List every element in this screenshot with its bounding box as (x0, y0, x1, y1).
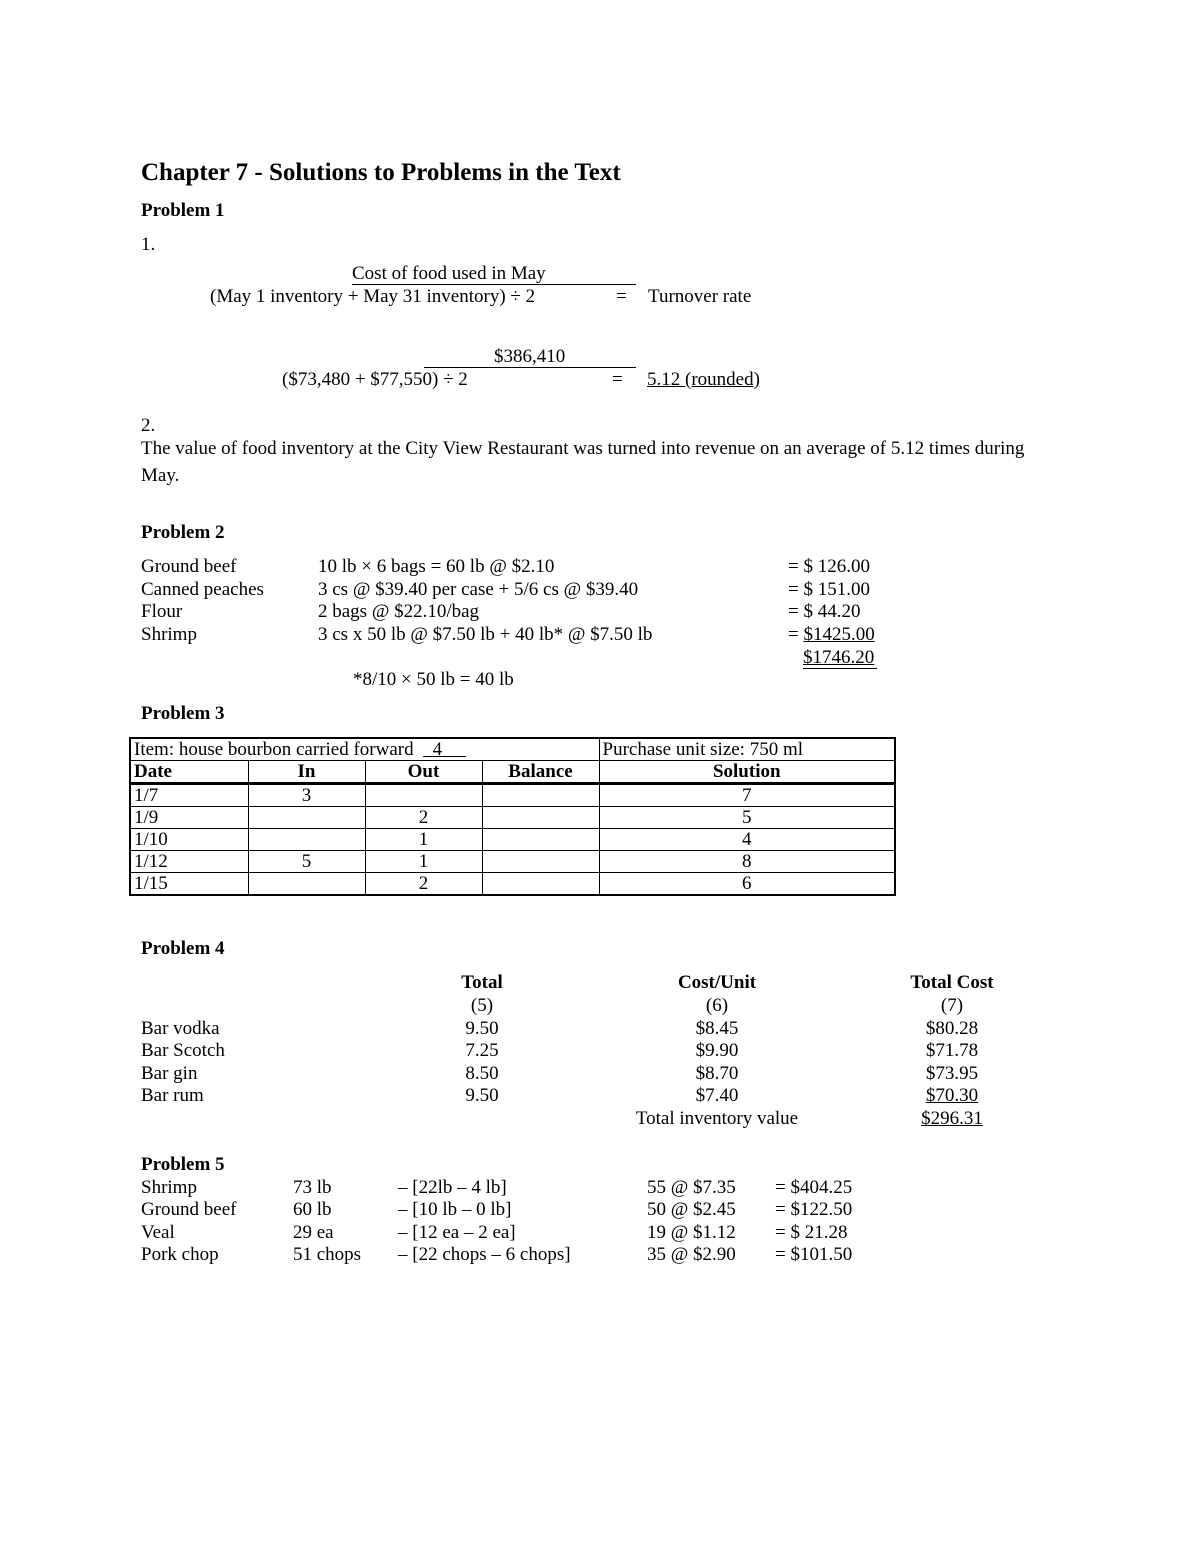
calc-denominator: ($73,480 + $77,550) ÷ 2 (282, 369, 468, 390)
cell-out: 1 (365, 851, 482, 873)
p4-item: Bar vodka (141, 1018, 220, 1039)
p2-calc: 3 cs x 50 lb @ $7.50 lb + 40 lb* @ $7.50 lb (318, 624, 653, 645)
p5-adjustment: – [12 ea – 2 ea] (398, 1222, 516, 1243)
cell-balance (482, 829, 599, 851)
cell-in: 3 (248, 784, 365, 807)
cell-out: 2 (365, 807, 482, 829)
p5-total: = $404.25 (775, 1177, 853, 1198)
p5-total: = $122.50 (775, 1199, 853, 1220)
p5-item: Ground beef (141, 1199, 237, 1220)
p4-total: 7.25 (465, 1040, 499, 1061)
problem-1-answer-text-cont: May. (141, 465, 180, 486)
cell-in (248, 829, 365, 851)
p5-total: = $ 21.28 (775, 1222, 848, 1243)
col-header-out: Out (365, 761, 482, 784)
formula-numerator: Cost of food used in May (352, 263, 546, 284)
cell-solution: 5 (599, 807, 895, 829)
p2-item: Shrimp (141, 624, 197, 645)
problem-3-heading: Problem 3 (141, 703, 225, 724)
p2-item: Canned peaches (141, 579, 264, 600)
p2-item: Ground beef (141, 556, 237, 577)
p2-double-underline (803, 668, 877, 669)
cell-date: 1/7 (130, 784, 248, 807)
col-total-header: Total (461, 972, 503, 993)
cell-out: 2 (365, 873, 482, 896)
p2-footnote: *8/10 × 50 lb = 40 lb (353, 669, 514, 690)
cell-date: 1/9 (130, 807, 248, 829)
table-row (130, 807, 895, 829)
problem-1-item-1-number: 1. (141, 234, 156, 255)
formula-result: Turnover rate (648, 286, 752, 307)
p4-item: Bar Scotch (141, 1040, 225, 1061)
calc-equals: = (612, 369, 623, 390)
p5-item: Pork chop (141, 1244, 219, 1265)
carried-forward-value: 4 (432, 739, 443, 760)
table-info-row (130, 738, 895, 761)
problem-1-heading: Problem 1 (141, 200, 225, 221)
col-total-cost-sub: (7) (940, 995, 964, 1016)
col-total-cost-header: Total Cost (910, 972, 994, 993)
p4-item: Bar gin (141, 1063, 198, 1084)
cell-in: 5 (248, 851, 365, 873)
p2-calc: 10 lb × 6 bags = 60 lb @ $2.10 (318, 556, 555, 577)
col-cost-header: Cost/Unit (677, 972, 757, 993)
p5-qty: 60 lb (293, 1199, 332, 1220)
formula-denominator: (May 1 inventory + May 31 inventory) ÷ 2 (210, 286, 536, 307)
p5-item: Shrimp (141, 1177, 197, 1198)
table-row (130, 851, 895, 873)
p4-total-cost: $73.95 (925, 1063, 979, 1084)
p4-total: 9.50 (465, 1085, 499, 1106)
item-label: Item: house bourbon carried forward (134, 739, 414, 760)
total-inventory-value: $296.31 (921, 1108, 983, 1129)
col-header-date: Date (130, 761, 248, 784)
p2-total: = $ 151.00 (788, 579, 870, 600)
calc-fraction-line (424, 367, 636, 368)
p5-total: = $101.50 (775, 1244, 853, 1265)
p4-total-cost: $70.30 (925, 1085, 979, 1106)
cell-balance (482, 807, 599, 829)
p2-calc: 2 bags @ $22.10/bag (318, 601, 480, 622)
cell-balance (482, 873, 599, 896)
p4-cost: $8.70 (695, 1063, 739, 1084)
bourbon-perpetual-inventory-table (129, 737, 896, 896)
p4-total: 8.50 (465, 1063, 499, 1084)
p4-cost: $9.90 (695, 1040, 739, 1061)
col-header-in: In (248, 761, 365, 784)
p2-item: Flour (141, 601, 183, 622)
p4-cost: $7.40 (695, 1085, 739, 1106)
col-header-balance: Balance (482, 761, 599, 784)
table-header-row (130, 761, 895, 784)
p5-calc: 55 @ $7.35 (647, 1177, 736, 1198)
table-row (130, 829, 895, 851)
p4-total-cost: $71.78 (925, 1040, 979, 1061)
p2-total: = $ 44.20 (788, 601, 861, 622)
p2-calc: 3 cs @ $39.40 per case + 5/6 cs @ $39.40 (318, 579, 639, 600)
p5-item: Veal (141, 1222, 175, 1243)
cell-in (248, 873, 365, 896)
p4-total-cost: $80.28 (925, 1018, 979, 1039)
cell-date: 1/15 (130, 873, 248, 896)
problem-1-item-2-number: 2. (141, 415, 156, 436)
col-cost-sub: (6) (705, 995, 729, 1016)
page-title: Chapter 7 - Solutions to Problems in the Text (141, 159, 621, 186)
calc-numerator: $386,410 (494, 346, 566, 367)
p4-item: Bar rum (141, 1085, 204, 1106)
p5-adjustment: – [22lb – 4 lb] (398, 1177, 507, 1198)
p2-total-value: $1425.00 (803, 624, 875, 645)
cell-balance (482, 851, 599, 873)
cell-in (248, 807, 365, 829)
table-row (130, 873, 895, 896)
col-header-solution: Solution (599, 761, 895, 784)
p5-qty: 73 lb (293, 1177, 332, 1198)
cell-balance (482, 784, 599, 807)
cell-solution: 7 (599, 784, 895, 807)
p5-adjustment: – [22 chops – 6 chops] (398, 1244, 571, 1265)
problem-5-heading: Problem 5 (141, 1154, 225, 1175)
cell-date: 1/10 (130, 829, 248, 851)
p5-calc: 19 @ $1.12 (647, 1222, 736, 1243)
problem-2-heading: Problem 2 (141, 522, 225, 543)
calc-result: 5.12 (rounded) (647, 369, 760, 390)
p5-qty: 51 chops (293, 1244, 362, 1265)
total-inventory-label: Total inventory value (635, 1108, 799, 1129)
p5-calc: 35 @ $2.90 (647, 1244, 736, 1265)
p2-total (788, 624, 875, 646)
cell-date: 1/12 (130, 851, 248, 873)
cell-out: 1 (365, 829, 482, 851)
item-cell (130, 738, 599, 761)
cell-solution: 4 (599, 829, 895, 851)
cell-solution: 8 (599, 851, 895, 873)
p2-total: = $ 126.00 (788, 556, 870, 577)
p4-cost: $8.45 (695, 1018, 739, 1039)
p5-qty: 29 ea (293, 1222, 334, 1243)
p2-grand-total: $1746.20 (803, 647, 875, 668)
cell-solution: 6 (599, 873, 895, 896)
table-row (130, 784, 895, 807)
p4-total: 9.50 (465, 1018, 499, 1039)
p2-total-prefix: = (788, 624, 804, 645)
formula-fraction-line (352, 284, 636, 285)
col-total-sub: (5) (470, 995, 494, 1016)
p5-adjustment: – [10 lb – 0 lb] (398, 1199, 512, 1220)
cell-out (365, 784, 482, 807)
purchase-unit-cell: Purchase unit size: 750 ml (599, 738, 895, 761)
problem-4-heading: Problem 4 (141, 938, 225, 959)
p5-calc: 50 @ $2.45 (647, 1199, 736, 1220)
formula-equals: = (616, 286, 627, 307)
problem-1-answer-text: The value of food inventory at the City View Restaurant was turned into revenue on an average of 5.12 times during (141, 438, 1025, 459)
